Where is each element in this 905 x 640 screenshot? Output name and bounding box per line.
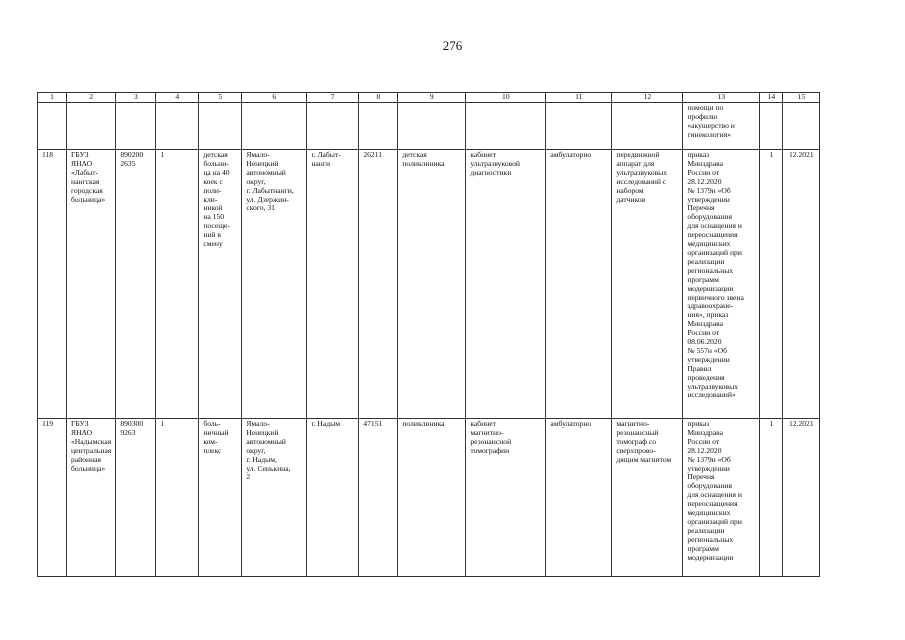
table-cell <box>307 103 359 150</box>
delivery-date: 12.2021 <box>783 419 820 577</box>
equipment-table <box>37 92 820 577</box>
subdivision: детская поликлиника <box>398 150 466 419</box>
inn-code: 890300 9263 <box>116 419 156 577</box>
column-header: 10 <box>466 93 546 103</box>
oktmo-code: 47151 <box>359 419 398 577</box>
table-cell <box>783 103 820 150</box>
column-header: 3 <box>116 93 156 103</box>
table-cell <box>398 103 466 150</box>
column-header: 1 <box>38 93 67 103</box>
table-cell: 1 <box>156 150 199 419</box>
column-header: 13 <box>683 93 760 103</box>
row-number: 118 <box>38 150 67 419</box>
table-cell <box>466 103 546 150</box>
address: Ямало- Ненецкий автономный округ, г. Лабытнанги, ул. Дзержин- ского, 31 <box>242 150 307 419</box>
table-cell: 1 <box>156 419 199 577</box>
table-cell <box>38 103 67 150</box>
city: г. Лабыт- нанги <box>307 150 359 419</box>
facility-type: детская больни- ца на 40 коек с поли- кли- никой на 150 посеще- ний в смену <box>199 150 242 419</box>
column-header: 15 <box>783 93 820 103</box>
legal-basis-cell: приказ Минздрава России от 28.12.2020 № 1379н «Об утверждении Перечня оборудования для оснащения и переоснащения медицинских организаций при реализации региональных программ модернизации первичного звена здравоохране- ния», приказ Минздрава России от 08.06.2020 № 557н «Об утверждении Правил проведения ультразвуковых исследований» <box>683 150 760 419</box>
column-header: 2 <box>67 93 116 103</box>
quantity: 1 <box>760 150 783 419</box>
legal-basis-cell: помощи по профилю «акушерство и гинекология» <box>683 103 760 150</box>
cabinet: кабинет ультразвуковой диагностики <box>466 150 546 419</box>
legal-basis-cell: приказ Минздрава России от 28.12.2020 № 1379н «Об утверждении Перечня оборудования для оснащения и переоснащения медицинских организаций при реализации региональных программ модернизации <box>683 419 760 577</box>
table-cell <box>67 103 116 150</box>
address: Ямало- Ненецкий автономный округ, г. Надым, ул. Сенькина, 2 <box>242 419 307 577</box>
oktmo-code: 26211 <box>359 150 398 419</box>
column-header: 4 <box>156 93 199 103</box>
facility-type: боль- ничный ком- плекс <box>199 419 242 577</box>
page-number: 276 <box>442 38 463 53</box>
equipment-name: магнитно- резонансный томограф со сверхпрово- дящим магнитом <box>612 419 683 577</box>
table-cell <box>116 103 156 150</box>
column-header: 5 <box>199 93 242 103</box>
subdivision: поликлиника <box>398 419 466 577</box>
table-cell <box>546 103 612 150</box>
column-header: 6 <box>242 93 307 103</box>
column-header: 14 <box>760 93 783 103</box>
row-number: 119 <box>38 419 67 577</box>
column-header: 8 <box>359 93 398 103</box>
inn-code: 890200 2635 <box>116 150 156 419</box>
table-cell <box>760 103 783 150</box>
cabinet: кабинет магнитно- резонансной томографии <box>466 419 546 577</box>
equipment-name: передвижной аппарат для ультразвуковых исследований с набором датчиков <box>612 150 683 419</box>
table-row <box>38 150 820 419</box>
table-cell <box>156 103 199 150</box>
care-conditions: амбулаторно <box>546 150 612 419</box>
quantity: 1 <box>760 419 783 577</box>
table-cell <box>199 103 242 150</box>
care-conditions: амбулаторно <box>546 419 612 577</box>
organization-name: ГБУЗ ЯНАО «Лабыт- нангская городская больница» <box>67 150 116 419</box>
table-cell <box>242 103 307 150</box>
table-row <box>38 419 820 577</box>
column-header: 7 <box>307 93 359 103</box>
table-cell <box>612 103 683 150</box>
column-header: 11 <box>546 93 612 103</box>
organization-name: ГБУЗ ЯНАО «Надымская центральная районная больница» <box>67 419 116 577</box>
city: г. Надым <box>307 419 359 577</box>
column-header: 9 <box>398 93 466 103</box>
delivery-date: 12.2021 <box>783 150 820 419</box>
column-number-row <box>38 93 820 103</box>
column-header: 12 <box>612 93 683 103</box>
table-cell <box>359 103 398 150</box>
continuation-row <box>38 103 820 150</box>
